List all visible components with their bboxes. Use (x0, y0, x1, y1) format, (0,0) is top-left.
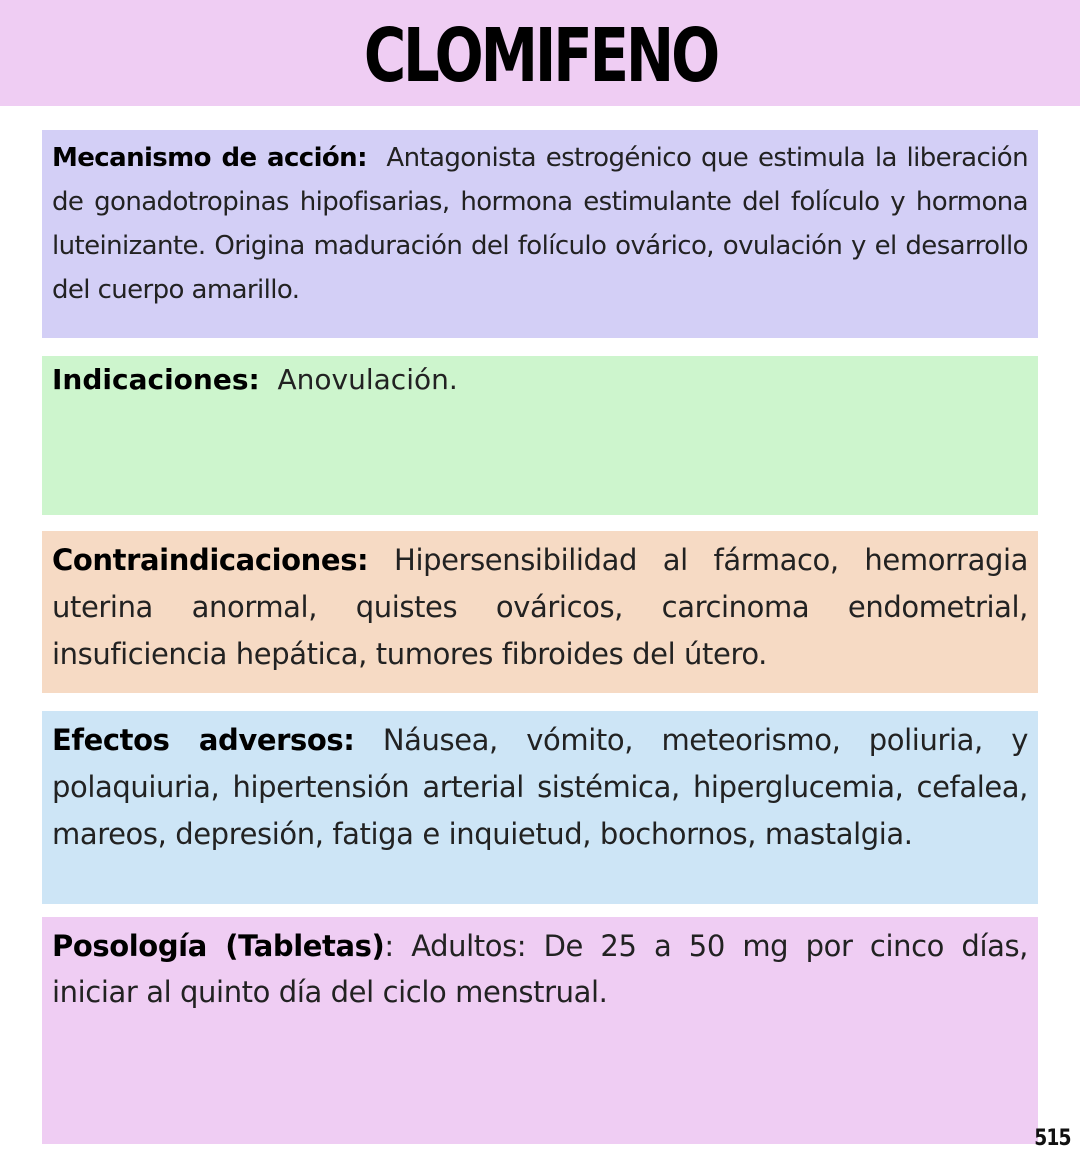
efectos-text: Náusea, vómito, meteorismo, poliuria, y polaquiuria, hipertensión arterial sistémica, hiperglucemia, cefalea, mareos, depresión, fatiga e inquietud, bochornos, mastalgia. (52, 723, 1028, 851)
contraindicaciones-label: Contraindicaciones: (52, 543, 369, 577)
posologia-paragraph (52, 923, 1028, 1015)
title-bar (0, 0, 1080, 106)
indicaciones-paragraph (52, 362, 1028, 398)
section-indicaciones (42, 356, 1038, 515)
section-mecanismo (42, 130, 1038, 338)
section-contraindicaciones (42, 531, 1038, 693)
page-number: 515 (1034, 1126, 1071, 1151)
contraindicaciones-paragraph (52, 537, 1028, 678)
mecanismo-label: Mecanismo de acción: (52, 143, 367, 173)
indicaciones-text: Anovulación. (277, 363, 458, 396)
posologia-text: : Adultos: De 25 a 50 mg por cinco días, iniciar al quinto día del ciclo menstrual. (52, 929, 1029, 1009)
efectos-paragraph (52, 717, 1028, 858)
indicaciones-label: Indicaciones: (52, 363, 260, 396)
contraindicaciones-text: Hipersensibilidad al fármaco, hemorragia uterina anormal, quistes ováricos, carcinoma endometrial, insuficiencia hepática, tumores fibroides del útero. (52, 543, 1028, 671)
mecanismo-paragraph (52, 136, 1028, 312)
section-posologia (42, 917, 1038, 1144)
page-title: CLOMIFENO (363, 13, 717, 99)
efectos-label: Efectos adversos: (52, 723, 355, 757)
mecanismo-text: Antagonista estrogénico que estimula la liberación de gonadotropinas hipofisarias, hormona estimulante del folículo y hormona luteinizante. Origina maduración del folículo ovárico, ovulación y el desarrollo del cuerpo amarillo. (52, 143, 1028, 305)
section-efectos-adversos (42, 711, 1038, 904)
posologia-label: Posología (Tabletas) (52, 929, 385, 963)
